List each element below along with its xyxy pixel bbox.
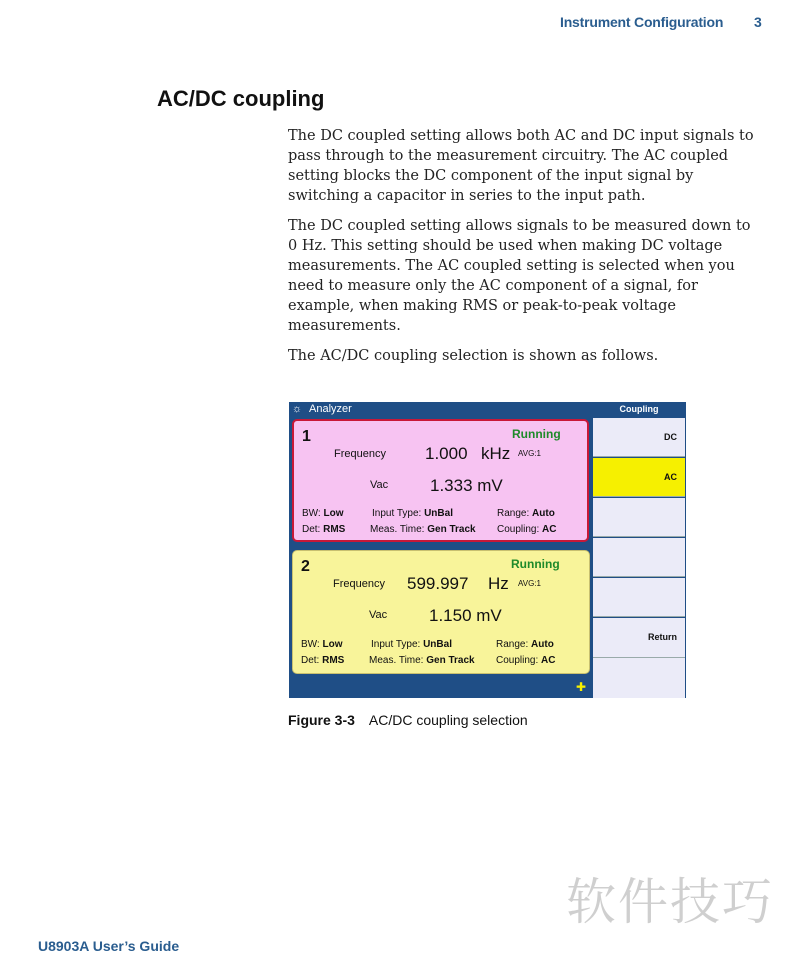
figure-caption-text: AC/DC coupling selection [368, 712, 528, 728]
frequency-value: 599.997 [407, 574, 469, 593]
bandwidth-setting: BW: Low [302, 508, 344, 519]
avg-count: AVG:1 [518, 449, 541, 458]
channel-1-panel [292, 419, 589, 542]
paragraph-2: The DC coupled setting allows signals to be measured down to 0 Hz. This setting should be used when making DC voltage measurements. The AC coupled setting is selected when you need to measure only the AC component of a signal, for example, when making RMS or peak-to-peak voltage measurements. [288, 218, 751, 334]
watermark-text: 软件技巧 [566, 873, 774, 931]
analyzer-screenshot [289, 402, 686, 698]
softkey-dc[interactable]: DC [593, 418, 685, 457]
paragraph-1: The DC coupled setting allows both AC and DC input signals to pass through to the measurement circuitry. The AC coupled setting blocks the DC component of the input signal by switching a capacitor in series to the input path. [288, 128, 754, 204]
measurement-time-setting: Meas. Time: Gen Track [369, 655, 475, 666]
figure-caption [288, 712, 528, 728]
status-label: Running [512, 427, 561, 441]
analyzer-title-bar [289, 402, 592, 417]
footer-guide-title: U8903A User’s Guide [38, 938, 180, 954]
input-type-setting: Input Type: UnBal [372, 508, 453, 519]
range-setting: Range: Auto [497, 508, 555, 519]
avg-count: AVG:1 [518, 579, 541, 588]
analyzer-title: Analyzer [309, 403, 352, 415]
coupling-setting: Coupling: AC [496, 655, 556, 666]
running-header-chapter-number: 3 [754, 14, 762, 30]
voltage-value: 1.333 mV [430, 476, 503, 495]
softkey-menu-title: Coupling [592, 402, 686, 417]
running-header-section: Instrument Configuration [560, 14, 724, 30]
figure-label: Figure 3-3 [288, 712, 355, 728]
frequency-label: Frequency [334, 448, 386, 460]
analyzer-status-bar [289, 678, 592, 698]
channel-2-panel [292, 550, 590, 674]
voltage-value: 1.150 mV [429, 606, 502, 625]
softkey-return[interactable]: Return [593, 618, 685, 658]
frequency-unit: Hz [488, 574, 509, 593]
range-setting: Range: Auto [496, 639, 554, 650]
bandwidth-setting: BW: Low [301, 639, 343, 650]
detector-setting: Det: RMS [301, 655, 345, 666]
coupling-setting: Coupling: AC [497, 524, 557, 535]
section-title: AC/DC coupling [157, 86, 325, 111]
detector-setting: Det: RMS [302, 524, 346, 535]
softkey-blank-5[interactable] [593, 578, 685, 617]
softkey-ac[interactable]: AC [593, 458, 685, 497]
frequency-label: Frequency [333, 578, 385, 590]
power-plug-icon: ✚ [576, 680, 587, 694]
frequency-value: 1.000 [425, 444, 468, 463]
voltage-label: Vac [370, 479, 389, 491]
voltage-label: Vac [369, 609, 388, 621]
frequency-unit: kHz [481, 444, 511, 463]
channel-number: 1 [302, 428, 311, 445]
softkey-menu [592, 402, 686, 698]
sun-icon: ☼ [292, 403, 303, 415]
paragraph-3: The AC/DC coupling selection is shown as follows. [288, 348, 659, 364]
softkey-blank-4[interactable] [593, 538, 685, 577]
softkey-blank-3[interactable] [593, 498, 685, 537]
channel-number: 2 [301, 558, 310, 575]
softkey-return-area [593, 658, 685, 698]
input-type-setting: Input Type: UnBal [371, 639, 452, 650]
status-label: Running [511, 557, 560, 571]
measurement-time-setting: Meas. Time: Gen Track [370, 524, 476, 535]
